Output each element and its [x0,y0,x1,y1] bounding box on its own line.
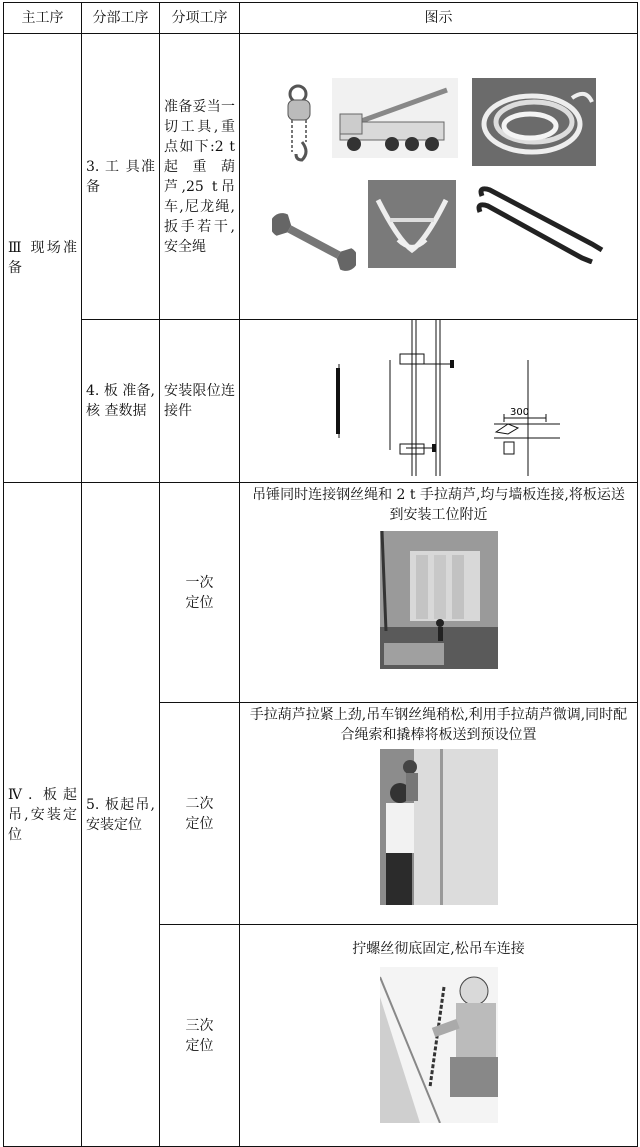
caption-second: 手拉葫芦拉紧上劲,吊车钢丝绳稍松,利用手拉葫芦微调,同时配合绳索和撬棒将板送到预设位置 [249,707,628,743]
dimension-label: 300 [510,407,530,418]
header-item-process: 分项工序 [160,3,240,34]
main-process-site-prep: Ⅲ 现场准备 [4,34,82,483]
caption-first: 吊锤同时连接钢丝绳和 2 t 手拉葫芦,均与墙板连接,将板运送到安装工位附近 [252,487,625,523]
first-positioning-illustration [240,483,638,703]
sub-process-tools: 3. 工 具准备 [82,34,160,320]
wrench-image [272,212,356,272]
crowbar-image [472,184,612,264]
nylon-rope-image [472,78,596,166]
construction-procedure-table [3,2,638,1147]
chain-hoist-image [278,82,328,172]
second-positioning-illustration [240,703,638,925]
item-tools: 准备妥当一切工具,重点如下:2 t起重葫芦,25 t吊车,尼龙绳,扳手若干,安全绳 [160,34,240,320]
caption-third: 拧螺丝彻底固定,松吊车连接 [352,941,525,957]
third-positioning-photo [380,967,498,1123]
tools-illustration [240,34,638,320]
item-third-positioning: 三次定位 [160,925,240,1147]
limit-connector-drawing [240,320,638,483]
table-row [4,34,638,320]
header-row [4,3,638,34]
first-positioning-photo [380,531,498,669]
main-process-lift-install: Ⅳ. 板起吊,安装定位 [4,483,82,1147]
item-first-positioning: 一次定位 [160,483,240,703]
sub-process-board-prep: 4. 板 准备,核 查数据 [82,320,160,483]
sub-process-lift-install: 5. 板起吊,安装定位 [82,483,160,1147]
item-second-positioning: 二次定位 [160,703,240,925]
header-sub-process: 分部工序 [82,3,160,34]
table-row [4,483,638,703]
second-positioning-photo [380,749,498,905]
table-row [4,320,638,483]
safety-harness-image [368,180,456,268]
item-limit-connector: 安装限位连接件 [160,320,240,483]
header-illustration: 图示 [240,3,638,34]
crane-truck-image [332,78,458,158]
connector-technical-drawing [240,320,634,476]
header-main-process: 主工序 [4,3,82,34]
third-positioning-illustration [240,925,638,1147]
